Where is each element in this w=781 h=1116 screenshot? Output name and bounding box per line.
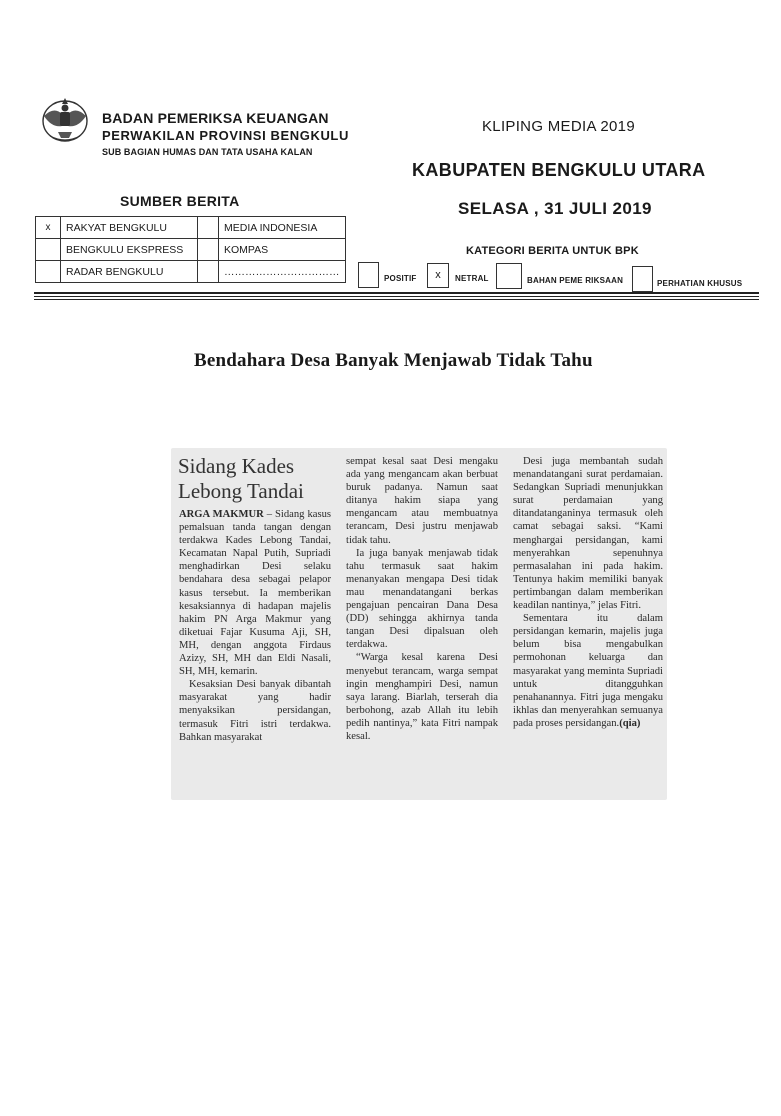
- header-divider: [34, 292, 759, 294]
- article-title-line: Sidang Kades: [178, 454, 295, 478]
- article-paragraph: Kesaksian Desi banyak dibantah masyarakat yang hadir menyaksikan persidangan, termasuk Fitri istri terdakwa. Bahkan masyarakat: [179, 679, 331, 743]
- source-mark: [198, 239, 219, 261]
- headline: Bendahara Desa Banyak Menjawab Tidak Tahu: [194, 350, 593, 371]
- source-mark: [198, 217, 219, 239]
- article-paragraph: Desi juga membantah sudah menandatangani surat perdamaian. Sedangkan Supriadi menunjukkan surat perdamaian yang ditandatanganinya termasuk oleh camat sebagai saksi. “Kami menghargai persidangan, kami menyerahkan sepenuhnya permasalahan ini pada hakim. Tentunya hakim memiliki banyak pertimbangan dalam memberikan keadilan nantinya,” jelas Fitri.: [513, 456, 663, 612]
- article-paragraph: sempat kesal saat Desi mengaku ada yang mengancam akan berbuat buruk padanya. Namun saat ditanya hakim siapa yang mengancam atau membuatnya terancam, Desi justru menjawab tidak tahu.: [346, 456, 498, 546]
- table-row: [36, 261, 346, 283]
- source-name: RADAR BENGKULU: [61, 261, 198, 283]
- bpk-emblem-icon: [36, 92, 94, 146]
- source-name: BENGKULU EKSPRESS: [61, 239, 198, 261]
- netral-checkbox[interactable]: x: [427, 263, 449, 288]
- article-column-1: [179, 508, 331, 744]
- article-paragraph: [179, 508, 331, 678]
- source-name: RAKYAT BENGKULU: [61, 217, 198, 239]
- article-signoff: (qia): [619, 717, 641, 729]
- table-row: [36, 217, 346, 239]
- positif-checkbox[interactable]: [358, 262, 379, 288]
- kliping-title: KLIPING MEDIA 2019: [482, 118, 635, 135]
- bahan-pemeriksaan-label: BAHAN PEME RIKSAAN: [527, 276, 624, 285]
- source-name: MEDIA INDONESIA: [219, 217, 346, 239]
- perhatian-khusus-checkbox[interactable]: [632, 266, 653, 292]
- kategori-title: KATEGORI BERITA UNTUK BPK: [466, 245, 639, 257]
- source-mark: [36, 261, 61, 283]
- article-paragraph: [513, 612, 663, 730]
- article-dateline: ARGA MAKMUR: [179, 509, 264, 520]
- article-column-3: [513, 455, 663, 730]
- org-name: BADAN PEMERIKSA KEUANGAN: [102, 110, 329, 126]
- article-paragraph: Ia juga banyak menjawab tidak tahu termasuk saat hakim menanyakan mengapa Desi tidak mau menandatangani berkas pengajuan pencairan Dana Desa (DD) sehingga akhirnya tanda tangan Desi dipalsuan oleh terdakwa.: [346, 547, 498, 651]
- bahan-pemeriksaan-checkbox[interactable]: [496, 263, 522, 289]
- source-mark: [36, 239, 61, 261]
- article-text: – Sidang kasus pemalsuan tanda tangan dengan terdakwa Kades Lebong Tandai, Kecamatan Napal Putih, Supriadi menghadirkan Desi selaku bendahara desa sebagai pelapor kasus tersebut. Ia memberikan kesaksiannya di hadapan majelis hakim PN Arga Makmur yang diketuai Fajar Kusuma Aji, SH, MH, dengan anggota Firdaus Azizy, SH, MH dan Eldi Nasali, SH, MH, kemarin.: [179, 509, 331, 678]
- table-row: [36, 239, 346, 261]
- header-divider: [34, 296, 759, 297]
- source-mark: x: [36, 217, 61, 239]
- org-branch: PERWAKILAN PROVINSI BENGKULU: [102, 128, 349, 143]
- article-paragraph: “Warga kesal karena Desi menyebut terancam, warga sempat ingin menghampiri Desi, namun saya larang. Biarlah, terserah dia berbohong, azab Allah itu lebih pedih nantinya,” kata Fitri nampak kesal.: [346, 652, 498, 742]
- clipping-date: SELASA , 31 JULI 2019: [458, 199, 652, 218]
- perhatian-khusus-label: PERHATIAN KHUSUS: [657, 279, 743, 288]
- sumber-title: SUMBER BERITA: [120, 193, 240, 209]
- org-subdivision: SUB BAGIAN HUMAS DAN TATA USAHA KALAN: [102, 147, 313, 157]
- sumber-table: [35, 216, 346, 283]
- positif-label: POSITIF: [384, 274, 417, 283]
- article-title-line: Lebong Tandai: [178, 479, 304, 503]
- header-divider: [34, 299, 759, 300]
- article-column-2: [346, 455, 498, 743]
- kabupaten-title: KABUPATEN BENGKULU UTARA: [412, 160, 706, 180]
- article-title: [178, 454, 338, 504]
- article-text: Sementara itu dalam persidangan kemarin, majelis juga belum bisa mengabulkan permohonan keluarga dan masyarakat yang meminta Supriadi untuk ditangguhkan penahanannya. Fitri juga mengaku ikhlas dan menyerahkan semuanya pada proses persidangan.: [513, 613, 663, 729]
- source-mark: [198, 261, 219, 283]
- source-name: KOMPAS: [219, 239, 346, 261]
- source-name: ……………………………: [219, 261, 346, 283]
- netral-label: NETRAL: [455, 274, 489, 283]
